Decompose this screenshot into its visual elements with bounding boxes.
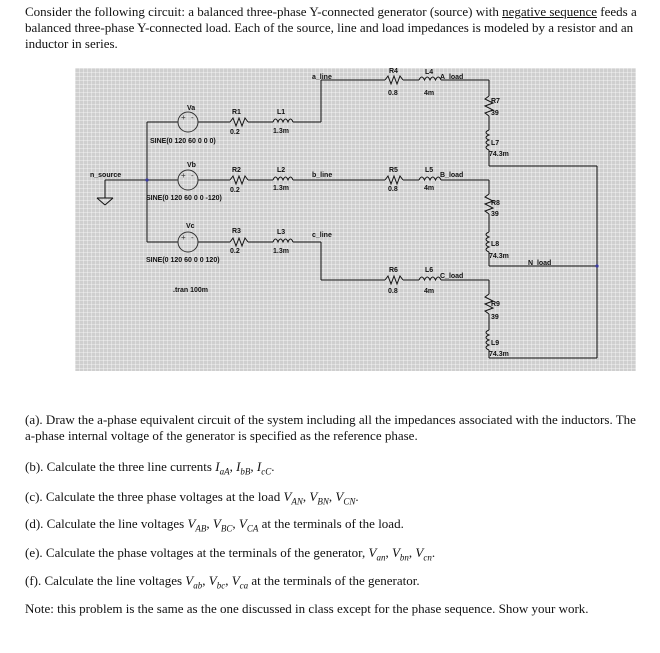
svg-text:-: -: [191, 171, 194, 180]
b-load-label: B_load: [440, 172, 464, 179]
question-c: (c). Calculate the three phase voltages at the load $V_{AN}$, $V_{BN}$, $V_{CN}$.: [25, 489, 359, 507]
r8-label: R8: [491, 200, 500, 207]
l9-value: 74.3m: [489, 351, 509, 358]
r9-value: 39: [491, 314, 499, 321]
vc-label: Vc: [186, 223, 195, 230]
note: Note: this problem is the same as the one discussed in class except for the phase sequence. Show your work.: [25, 601, 589, 616]
question-d-text: (d). Calculate the line voltages: [25, 516, 188, 531]
svg-text:+: +: [181, 233, 186, 242]
l7-value: 74.3m: [489, 151, 509, 158]
circuit-wires: [75, 68, 636, 371]
l1-value: 1.3m: [273, 128, 289, 135]
r4-value: 0.8: [388, 90, 398, 97]
svg-text:+: +: [181, 113, 186, 122]
b-line-label: b_line: [312, 172, 333, 179]
l6-label: L6: [425, 267, 434, 274]
r6-label: R6: [389, 267, 398, 274]
l9-label: L9: [491, 340, 500, 347]
l3-label: L3: [277, 229, 286, 236]
va-label: Va: [187, 105, 196, 112]
intro-text-1: Consider the following circuit: a balanced three-phase Y-connected generator (source) with: [25, 4, 503, 19]
c-load-label: C_load: [440, 273, 464, 280]
c-line-label: c_line: [312, 232, 332, 239]
question-f: (f). Calculate the line voltages $V_{ab}$, $V_{bc}$, $V_{ca}$ at the terminals of the generator.: [25, 573, 420, 591]
l5-value: 4m: [424, 185, 435, 192]
r8-value: 39: [491, 211, 499, 218]
r6-value: 0.8: [388, 288, 398, 295]
r2-label: R2: [232, 167, 241, 174]
svg-text:+: +: [181, 171, 186, 180]
tran-directive: .tran 100m: [173, 287, 209, 294]
circuit-schematic: [75, 68, 636, 371]
r2-value: 0.2: [230, 187, 240, 194]
l8-value: 74.3m: [489, 253, 509, 260]
r3-value: 0.2: [230, 248, 240, 255]
r1-value: 0.2: [230, 129, 240, 136]
n-load-label: N_load: [528, 260, 552, 267]
l2-label: L2: [277, 167, 286, 174]
sine-a-label: SINE(0 120 60 0 0 0): [150, 138, 216, 145]
r5-label: R5: [389, 167, 398, 174]
r4-label: R4: [389, 68, 398, 75]
l3-value: 1.3m: [273, 248, 289, 255]
r9-label: R9: [491, 301, 500, 308]
question-e-text: (e). Calculate the phase voltages at the terminals of the generator,: [25, 545, 369, 560]
question-e: (e). Calculate the phase voltages at the terminals of the generator, $V_{an}$, $V_{bn}$, $V_{cn}$.: [25, 545, 436, 563]
problem-intro: [25, 4, 640, 52]
r7-value: 39: [491, 110, 499, 117]
l2-value: 1.3m: [273, 185, 289, 192]
sine-b-label: SINE(0 120 60 0 0 -120): [146, 195, 222, 202]
l4-label: L4: [425, 69, 434, 76]
r7-label: R7: [491, 98, 500, 105]
l6-value: 4m: [424, 288, 435, 295]
question-d-text-end: at the terminals of the load.: [258, 516, 404, 531]
n-source-label: n_source: [90, 172, 122, 179]
l4-value: 4m: [424, 90, 435, 97]
a-load-label: A_load: [440, 74, 464, 81]
vb-label: Vb: [187, 162, 196, 169]
l1-label: L1: [277, 109, 286, 116]
l5-label: L5: [425, 167, 434, 174]
question-b-text: (b). Calculate the three line currents: [25, 459, 216, 474]
l7-label: L7: [491, 140, 500, 147]
question-f-text: (f). Calculate the line voltages: [25, 573, 186, 588]
sine-c-label: SINE(0 120 60 0 0 120): [146, 257, 220, 264]
r1-label: R1: [232, 109, 241, 116]
r3-label: R3: [232, 228, 241, 235]
a-line-label: a_line: [312, 74, 332, 81]
question-c-text: (c). Calculate the three phase voltages at the load: [25, 489, 284, 504]
question-f-text-end: at the terminals of the generator.: [248, 573, 420, 588]
svg-text:-: -: [191, 113, 194, 122]
svg-text:-: -: [191, 233, 194, 242]
r5-value: 0.8: [388, 186, 398, 193]
intro-text-2: feeds a balanced three-phase Y-connected load. Each of the source, line and load impedances is modeled by a resistor and an inductor in series.: [25, 4, 637, 51]
question-b: (b). Calculate the three line currents $I_{aA}$, $I_{bB}$, $I_{cC}$.: [25, 459, 275, 477]
question-d: (d). Calculate the line voltages $V_{AB}$, $V_{BC}$, $V_{CA}$ at the terminals of the load.: [25, 516, 404, 534]
l8-label: L8: [491, 241, 500, 248]
question-a: (a). Draw the a-phase equivalent circuit of the system including all the impedances associated with the inductors. The a-phase internal voltage of the generator is specified as the reference phase.: [25, 412, 636, 443]
negative-sequence-term: negative sequence: [502, 4, 598, 19]
